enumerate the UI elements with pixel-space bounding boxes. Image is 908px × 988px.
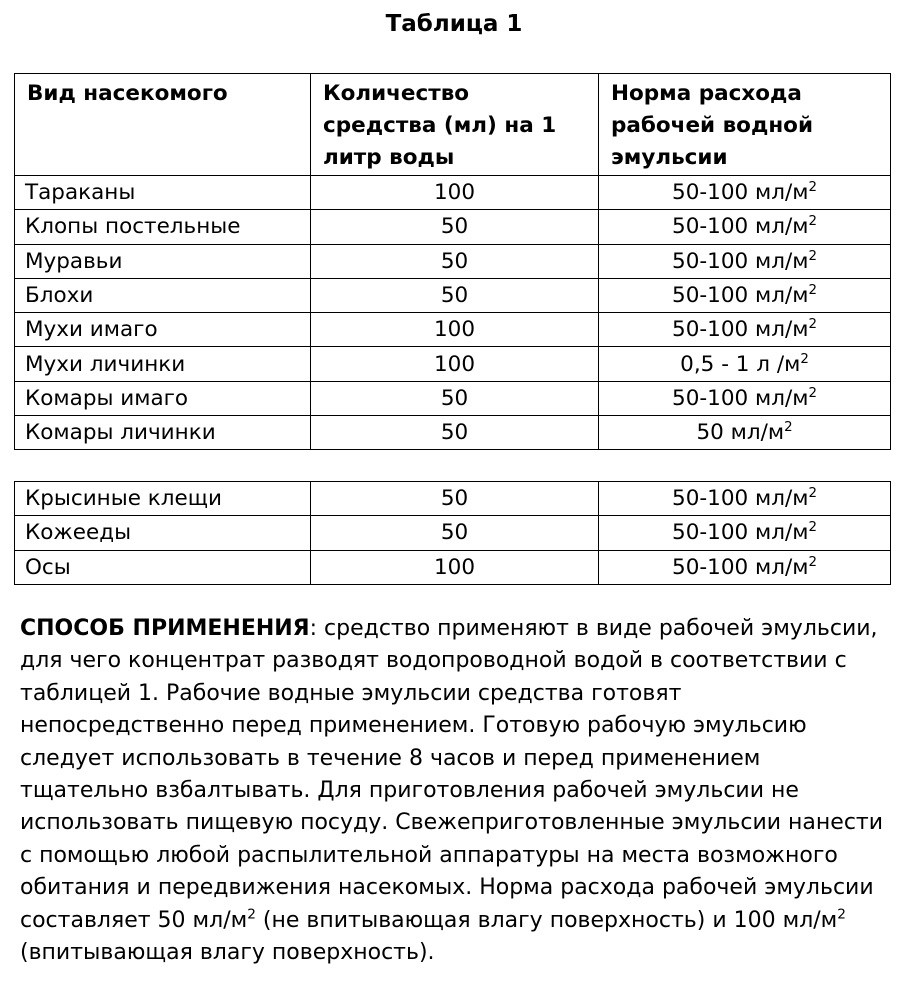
insect-name-cell: Комары имаго [15,381,311,415]
insect-name-cell: Клопы постельные [15,210,311,244]
insect-name-cell: Комары личинки [15,416,311,450]
consumption-rate-cell [599,381,891,415]
dosage-table [14,73,891,450]
table-row [15,176,891,210]
consumption-rate-cell [599,416,891,450]
insect-name-cell: Кожееды [15,516,311,550]
consumption-rate-cell [599,313,891,347]
rate-unit-exponent: 2 [808,282,817,298]
quantity-cell: 50 [311,482,599,516]
method-text-2: (не впитывающая влагу поверхность) и 100 мл/м [255,907,838,933]
quantity-cell: 50 [311,210,599,244]
consumption-rate-cell [599,210,891,244]
application-method-paragraph [20,613,892,969]
consumption-rate-cell [599,516,891,550]
rate-value: 50-100 мл/м [672,283,809,309]
consumption-rate-cell [599,244,891,278]
rate-value: 50-100 мл/м [672,520,809,546]
insect-name-cell: Мухи имаго [15,313,311,347]
quantity-cell: 100 [311,347,599,381]
rate-unit-exponent: 2 [808,179,817,195]
header-consumption-rate: Норма расхода рабочей водной эмульсии [599,74,891,176]
quantity-cell: 100 [311,176,599,210]
insect-name-cell: Осы [15,550,311,584]
method-colon: : [309,616,325,641]
rate-unit-exponent: 2 [808,385,817,401]
insect-name-cell: Мухи личинки [15,347,311,381]
table-row [15,482,891,516]
rate-unit-exponent: 2 [808,317,817,333]
rate-unit-exponent: 2 [808,214,817,230]
quantity-cell: 50 [311,244,599,278]
table-row [15,278,891,312]
table-row [15,313,891,347]
quantity-cell: 100 [311,550,599,584]
table-header-row [15,74,891,176]
rate-value: 50-100 мл/м [672,248,809,274]
dosage-table-continued [14,481,891,585]
quantity-cell: 50 [311,381,599,415]
consumption-rate-cell [599,278,891,312]
table-row [15,244,891,278]
rate-unit-exponent: 2 [800,351,809,367]
rate-value: 50-100 мл/м [672,554,809,580]
rate-value: 50-100 мл/м [672,180,809,206]
rate-unit-exponent: 2 [808,554,817,570]
rate-value: 50-100 мл/м [672,385,809,411]
rate-value: 50-100 мл/м [672,486,809,512]
header-insect-type: Вид насекомого [15,74,311,176]
insect-name-cell: Муравьи [15,244,311,278]
insect-name-cell: Тараканы [15,176,311,210]
consumption-rate-cell [599,550,891,584]
table-row [15,516,891,550]
header-quantity: Количество средства (мл) на 1 литр воды [311,74,599,176]
method-superscript-1: 2 [247,906,256,923]
consumption-rate-cell [599,347,891,381]
table-row [15,210,891,244]
insect-name-cell: Блохи [15,278,311,312]
table-row [15,550,891,584]
consumption-rate-cell [599,176,891,210]
method-text-1: средство применяют в виде рабочей эмульсии, для чего концентрат разводят водопроводной водой в соответствии с таблицей 1. Рабочие водные эмульсии средства готовят непосредственно перед применением. Готовую рабочую эмульсию следует использовать в течение 8 часов и перед применением тщательно взбалтывать. Для приготовления рабочей эмульсии не использовать пищевую посуду. Свежеприготовленные эмульсии нанести с помощью любой распылительной аппаратуры на места возможного обитания и передвижения насекомых. Норма расхода рабочей эмульсии составляет 50 мл/м [20,616,884,933]
quantity-cell: 50 [311,278,599,312]
rate-unit-exponent: 2 [808,520,817,536]
table-row [15,347,891,381]
quantity-cell: 50 [311,416,599,450]
rate-unit-exponent: 2 [808,485,817,501]
rate-unit-exponent: 2 [808,248,817,264]
insect-name-cell: Крысиные клещи [15,482,311,516]
rate-value: 50-100 мл/м [672,317,809,343]
method-text-3: (впитывающая влагу поверхность). [20,940,435,966]
rate-value: 50 мл/м [696,420,785,446]
table-row [15,416,891,450]
method-heading: СПОСОБ ПРИМЕНЕНИЯ [20,616,310,641]
quantity-cell: 100 [311,313,599,347]
rate-value: 0,5 - 1 л /м [680,351,801,377]
table-row [15,381,891,415]
method-superscript-2: 2 [837,906,846,923]
table-caption: Таблица 1 [385,11,523,37]
consumption-rate-cell [599,482,891,516]
quantity-cell: 50 [311,516,599,550]
rate-unit-exponent: 2 [784,420,793,436]
rate-value: 50-100 мл/м [672,214,809,240]
